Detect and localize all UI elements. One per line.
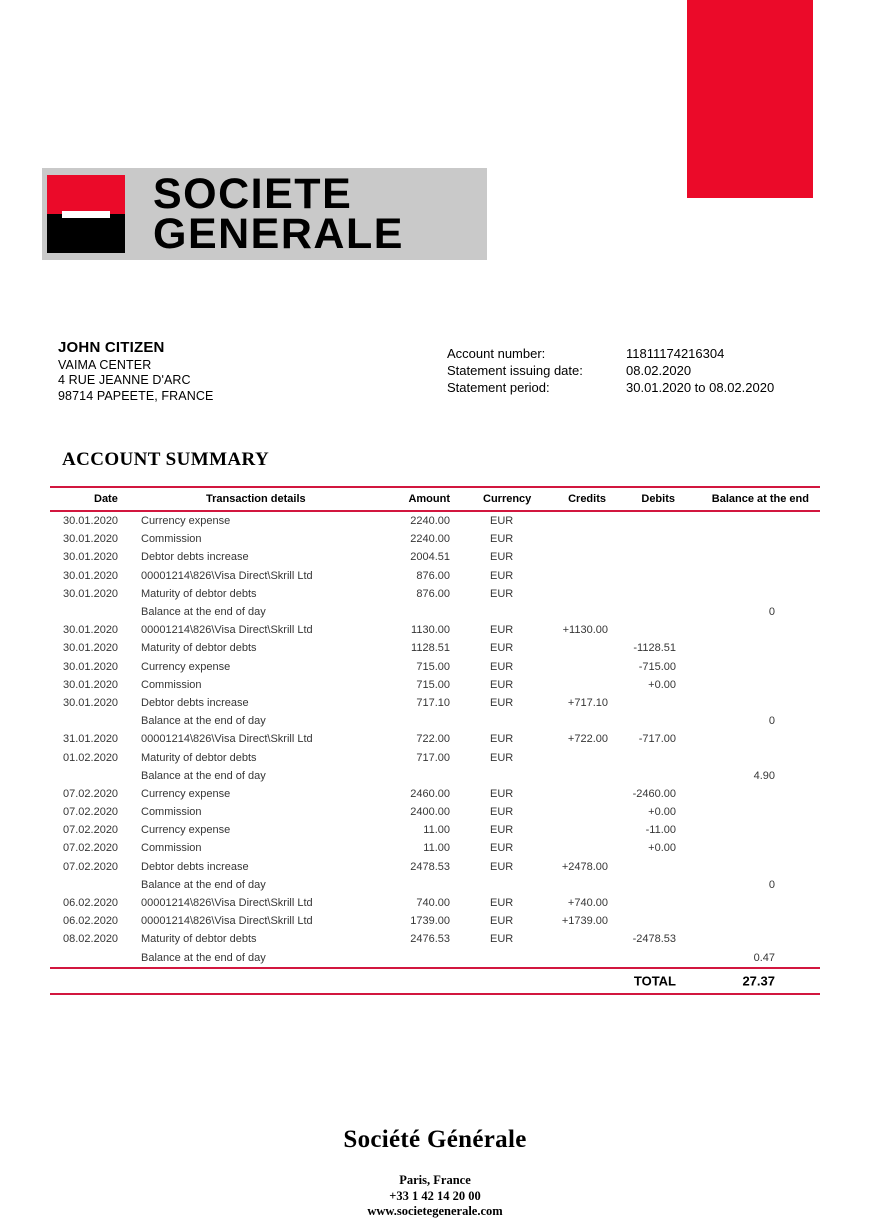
cell-currency: EUR: [490, 824, 514, 837]
cell-currency: EUR: [490, 642, 514, 655]
cell-currency: EUR: [490, 733, 514, 746]
cell-amount: 11.00: [423, 824, 450, 837]
cell-date: 30.01.2020: [63, 569, 119, 582]
table-body: [50, 512, 820, 967]
cell-date: 06.02.2020: [63, 915, 119, 928]
cell-amount: 11.00: [423, 842, 450, 855]
logo-mark-bottom: [47, 214, 125, 253]
cell-details: Maturity of debtor debts: [141, 587, 257, 600]
cell-date: 30.01.2020: [63, 696, 119, 709]
cell-currency: EUR: [490, 569, 514, 582]
cell-details: Currency expense: [141, 515, 231, 528]
cell-date: 30.01.2020: [63, 624, 119, 637]
cell-currency: EUR: [490, 660, 514, 673]
cell-currency: EUR: [490, 696, 514, 709]
cell-currency: EUR: [490, 624, 514, 637]
table-row: [50, 748, 820, 766]
account-number-label: Account number:: [447, 346, 546, 361]
cell-date: 07.02.2020: [63, 860, 119, 873]
cell-date: 30.01.2020: [63, 642, 119, 655]
cell-date: 08.02.2020: [63, 933, 119, 946]
cell-currency: EUR: [490, 533, 514, 546]
cell-amount: 2460.00: [410, 787, 450, 800]
table-row: [50, 548, 820, 566]
cell-amount: 876.00: [416, 587, 450, 600]
cell-balance: 0: [768, 878, 775, 891]
cell-details: Maturity of debtor debts: [141, 933, 257, 946]
cell-amount: 717.00: [416, 751, 450, 764]
cell-amount: 2400.00: [410, 806, 450, 819]
table-row: [50, 803, 820, 821]
cell-amount: 876.00: [416, 569, 450, 582]
page-title: ACCOUNT SUMMARY: [62, 449, 270, 470]
header-details: Transaction details: [206, 493, 306, 505]
cell-details: Debtor debts increase: [141, 860, 249, 873]
table-row: [50, 621, 820, 639]
cell-details: Debtor debts increase: [141, 696, 249, 709]
cell-details: Commission: [141, 533, 202, 546]
table-row: [50, 658, 820, 676]
cell-amount: 2476.53: [410, 933, 450, 946]
cell-details: Balance at the end of day: [141, 951, 266, 964]
cell-details: 00001214\826\Visa Direct\Skrill Ltd: [141, 897, 313, 910]
footer-website: www.societegenerale.com: [367, 1204, 503, 1218]
cell-credits: +740.00: [567, 897, 608, 910]
cell-amount: 740.00: [416, 897, 450, 910]
cell-amount: 2478.53: [410, 860, 450, 873]
cell-credits: +1739.00: [561, 915, 608, 928]
customer-address-line: VAIMA CENTER: [58, 357, 152, 372]
table-total-row: [50, 969, 820, 993]
cell-credits: +1130.00: [562, 624, 608, 637]
cell-date: 30.01.2020: [63, 678, 119, 691]
cell-balance: 0.47: [753, 951, 775, 964]
cell-details: Balance at the end of day: [141, 769, 266, 782]
cell-amount: 717.10: [416, 696, 450, 709]
logo-line-1: SOCIETE: [153, 170, 353, 219]
cell-details: Commission: [141, 806, 202, 819]
cell-details: Maturity of debtor debts: [141, 751, 257, 764]
cell-amount: 715.00: [416, 678, 450, 691]
cell-balance: 0: [768, 606, 775, 619]
table-row: [50, 930, 820, 948]
cell-debits: -2460.00: [632, 787, 676, 800]
cell-amount: 2004.51: [410, 551, 450, 564]
cell-amount: 722.00: [416, 733, 450, 746]
cell-currency: EUR: [490, 860, 514, 873]
footer-city: Paris, France: [399, 1173, 471, 1187]
cell-details: Currency expense: [141, 824, 231, 837]
table-row: [50, 585, 820, 603]
table-row: [50, 858, 820, 876]
cell-currency: EUR: [490, 842, 514, 855]
table-row: [50, 839, 820, 857]
table-header-row: [50, 488, 820, 510]
account-info-block: [447, 345, 774, 396]
cell-amount: 1130.00: [411, 624, 450, 637]
cell-debits: -715.00: [638, 660, 676, 673]
cell-credits: +2478.00: [561, 860, 608, 873]
logo-mark-bar: [62, 211, 110, 218]
cell-credits: +722.00: [567, 733, 608, 746]
cell-date: 07.02.2020: [63, 806, 119, 819]
issuing-date-value: 08.02.2020: [626, 363, 692, 378]
total-label: TOTAL: [633, 973, 676, 989]
cell-debits: -2478.53: [632, 933, 676, 946]
logo-wordmark: [125, 168, 487, 260]
table-row: [50, 821, 820, 839]
header-amount: Amount: [408, 493, 450, 505]
cell-date: 30.01.2020: [63, 551, 119, 564]
cell-date: 07.02.2020: [63, 787, 119, 800]
cell-debits: -717.00: [638, 733, 676, 746]
customer-address-line: 4 RUE JEANNE D'ARC: [58, 373, 191, 387]
footer-brand: Société Générale: [343, 1126, 527, 1153]
cell-details: Balance at the end of day: [141, 878, 266, 891]
cell-currency: EUR: [490, 897, 514, 910]
account-summary-table: [50, 486, 820, 995]
table-row: [50, 512, 820, 530]
footer-phone: +33 1 42 14 20 00: [389, 1188, 481, 1203]
cell-details: Currency expense: [141, 787, 231, 800]
cell-date: 06.02.2020: [63, 897, 119, 910]
table-row: [50, 567, 820, 585]
statement-period-label: Statement period:: [447, 380, 550, 395]
table-row: [50, 639, 820, 657]
customer-address-block: [58, 340, 213, 404]
cell-details: 00001214\826\Visa Direct\Skrill Ltd: [141, 733, 313, 746]
cell-currency: EUR: [490, 551, 514, 564]
cell-amount: 2240.00: [410, 515, 450, 528]
cell-date: 01.02.2020: [63, 751, 119, 764]
cell-date: 30.01.2020: [63, 533, 119, 546]
cell-amount: 1128.51: [411, 642, 450, 655]
logo-mark-top: [47, 175, 125, 214]
cell-amount: 2240.00: [410, 533, 450, 546]
cell-details: Balance at the end of day: [141, 606, 266, 619]
logo-mark-icon: [47, 175, 125, 253]
header-balance: Balance at the end: [711, 493, 809, 505]
table-row: [50, 530, 820, 548]
societe-generale-logo: [42, 168, 487, 260]
statement-period-value: 30.01.2020 to 08.02.2020: [626, 380, 775, 395]
cell-date: 30.01.2020: [63, 660, 119, 673]
issuing-date-label: Statement issuing date:: [447, 363, 583, 378]
table-row: [50, 894, 820, 912]
logo-line-2: GENERALE: [153, 210, 404, 258]
cell-details: 00001214\826\Visa Direct\Skrill Ltd: [141, 569, 313, 582]
cell-date: 07.02.2020: [63, 824, 119, 837]
cell-currency: EUR: [490, 806, 514, 819]
page-footer: [0, 1126, 870, 1220]
cell-amount: 715.00: [416, 660, 450, 673]
header-currency: Currency: [483, 493, 532, 505]
cell-currency: EUR: [490, 587, 514, 600]
customer-name: JOHN CITIZEN: [58, 339, 165, 356]
cell-debits: -11.00: [645, 824, 676, 837]
cell-details: Balance at the end of day: [141, 715, 266, 728]
cell-details: Debtor debts increase: [141, 551, 249, 564]
balance-row: [50, 949, 820, 967]
table-row: [50, 676, 820, 694]
cell-credits: +717.10: [567, 696, 608, 709]
red-corner-block: [687, 0, 813, 198]
table-row: [50, 694, 820, 712]
balance-row: [50, 712, 820, 730]
cell-currency: EUR: [490, 515, 514, 528]
cell-debits: +0.00: [648, 678, 676, 691]
header-debits: Debits: [641, 493, 675, 505]
account-info-row: [447, 345, 774, 362]
table-row: [50, 912, 820, 930]
cell-date: 30.01.2020: [63, 515, 119, 528]
balance-row: [50, 767, 820, 785]
table-row: [50, 785, 820, 803]
cell-debits: +0.00: [648, 806, 676, 819]
account-info-row: [447, 362, 774, 379]
cell-amount: 1739.00: [410, 915, 450, 928]
cell-date: 07.02.2020: [63, 842, 119, 855]
cell-details: 00001214\826\Visa Direct\Skrill Ltd: [141, 624, 313, 637]
cell-details: Currency expense: [141, 660, 231, 673]
cell-details: Commission: [141, 678, 202, 691]
cell-currency: EUR: [490, 787, 514, 800]
cell-details: Commission: [141, 842, 202, 855]
cell-debits: -1128.51: [633, 642, 676, 655]
cell-date: 30.01.2020: [63, 587, 119, 600]
account-info-row: [447, 379, 774, 396]
cell-details: Maturity of debtor debts: [141, 642, 257, 655]
table-row: [50, 730, 820, 748]
cell-currency: EUR: [490, 678, 514, 691]
cell-balance: 0: [768, 715, 775, 728]
cell-currency: EUR: [490, 915, 514, 928]
customer-address-line: 98714 PAPEETE, FRANCE: [58, 388, 214, 403]
cell-currency: EUR: [490, 933, 514, 946]
cell-currency: EUR: [490, 751, 514, 764]
header-credits: Credits: [568, 493, 606, 505]
cell-details: 00001214\826\Visa Direct\Skrill Ltd: [141, 915, 313, 928]
account-number-value: 11811174216304: [626, 346, 725, 361]
cell-date: 31.01.2020: [63, 733, 119, 746]
total-value: 27.37: [742, 973, 775, 989]
balance-row: [50, 603, 820, 621]
cell-debits: +0.00: [648, 842, 676, 855]
table-total-rule: [50, 993, 820, 995]
balance-row: [50, 876, 820, 894]
header-date: Date: [94, 493, 118, 505]
cell-balance: 4.90: [753, 769, 775, 782]
